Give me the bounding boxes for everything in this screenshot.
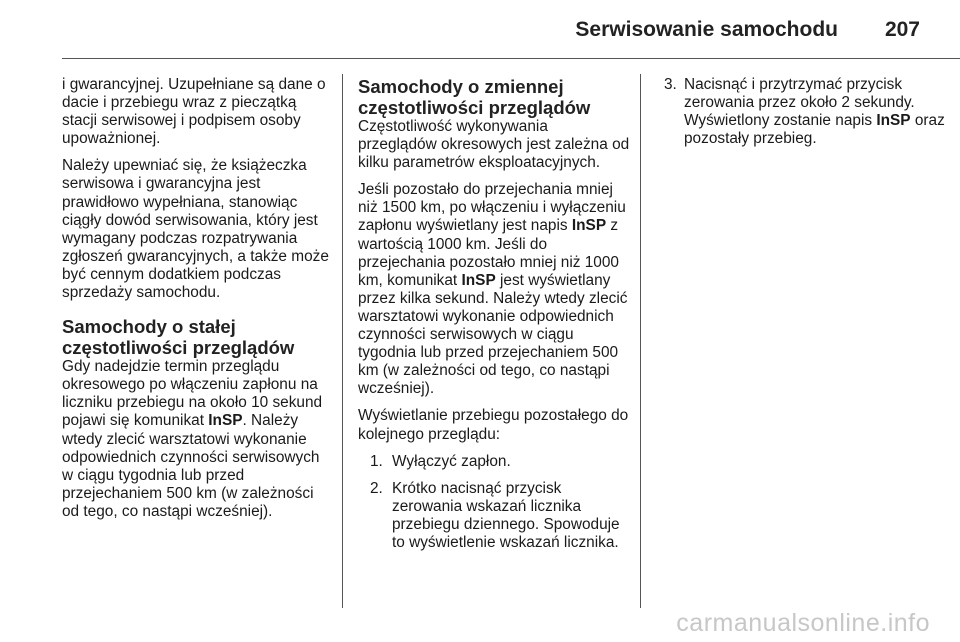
list-item bbox=[370, 480, 630, 552]
page-header-title: Serwisowanie samochodu bbox=[575, 18, 838, 41]
paragraph-ensure-filled: Należy upewniać się, że książeczka serwisowa i gwarancyjna jest prawidłowo wypełniana, stanowiąc ciągły dowód serwisowania, który jest wymagany podczas rozpatrywania zgłoszeń gwarancyjnych, a także może być cennym dodatkiem podczas sprzedaży samochodu. bbox=[62, 157, 329, 302]
paragraph-warranty-book: i gwarancyjnej. Uzupełniane są dane o dacie i przebiegu wraz z pieczątką stacji serwisowej i podpisem osoby upoważnionej. bbox=[62, 76, 326, 148]
header-divider bbox=[62, 58, 960, 59]
list-text: Wyłączyć zapłon. bbox=[392, 452, 511, 470]
column-divider-1 bbox=[342, 74, 343, 608]
list-text: Krótko nacisnąć przycisk zerowania wskazań licznika przebiegu dziennego. Spowoduje to wyświetlenie wskazań licznika. bbox=[392, 479, 620, 551]
list-number: 3. bbox=[664, 76, 677, 93]
list-item bbox=[370, 453, 630, 471]
insp-code: InSP bbox=[461, 271, 496, 289]
insp-code: InSP bbox=[571, 217, 607, 235]
insp-code: InSP bbox=[876, 112, 911, 130]
list-text: Nacisnąć i przytrzymać przycisk zerowania przez około 2 sekundy. Wyświetlony zostanie napis InSP oraz pozostały przebieg. bbox=[684, 76, 945, 148]
column-divider-2 bbox=[640, 74, 641, 608]
insp-code: InSP bbox=[208, 412, 243, 430]
column-3 bbox=[664, 76, 946, 157]
column-2 bbox=[358, 76, 630, 561]
list-number: 1. bbox=[370, 452, 383, 470]
page-number: 207 bbox=[884, 18, 920, 41]
heading-variable-interval: Samochody o zmiennej częstotliwości przeglądów bbox=[358, 76, 591, 118]
column-1 bbox=[62, 76, 332, 521]
watermark: carmanualsonline.info bbox=[676, 609, 930, 637]
heading-fixed-interval: Samochody o stałej częstotliwości przeglądów bbox=[62, 316, 295, 359]
paragraph-insp-display: Jeśli pozostało do przejechania mniej niż 1500 km, po włączeniu i wyłączeniu zapłonu wyświetlany jest napis InSP z wartością 1000 km. Jeśli do przejechania pozostało mniej niż 1000 km, komunikat InSP jest wyświetlany przez kilka sekund. Należy wtedy zlecić warsztatowi wykonanie odpowiednich czynności serwisowych w ciągu tygodnia lub przed przejechaniem 500 km (w zależności od tego, co nastąpi wcześniej). bbox=[358, 181, 628, 398]
list-item bbox=[664, 76, 946, 148]
list-number: 2. bbox=[370, 479, 383, 497]
paragraph-fixed-interval: Gdy nadejdzie termin przeglądu okresowego po włączeniu zapłonu na liczniku przebiegu na około 10 sekund pojawi się komunikat InSP. Należy wtedy zlecić warsztatowi wykonanie odpowiednich czynności serwisowych w ciągu tygodnia lub przed przejechaniem 500 km (w zależności od tego, co nastąpi wcześniej). bbox=[62, 358, 323, 520]
paragraph-frequency: Częstotliwość wykonywania przeglądów okresowych jest zależna od kilku parametrów eksploatacyjnych. bbox=[358, 118, 630, 172]
paragraph-remaining-distance: Wyświetlanie przebiegu pozostałego do kolejnego przeglądu: bbox=[358, 407, 629, 443]
